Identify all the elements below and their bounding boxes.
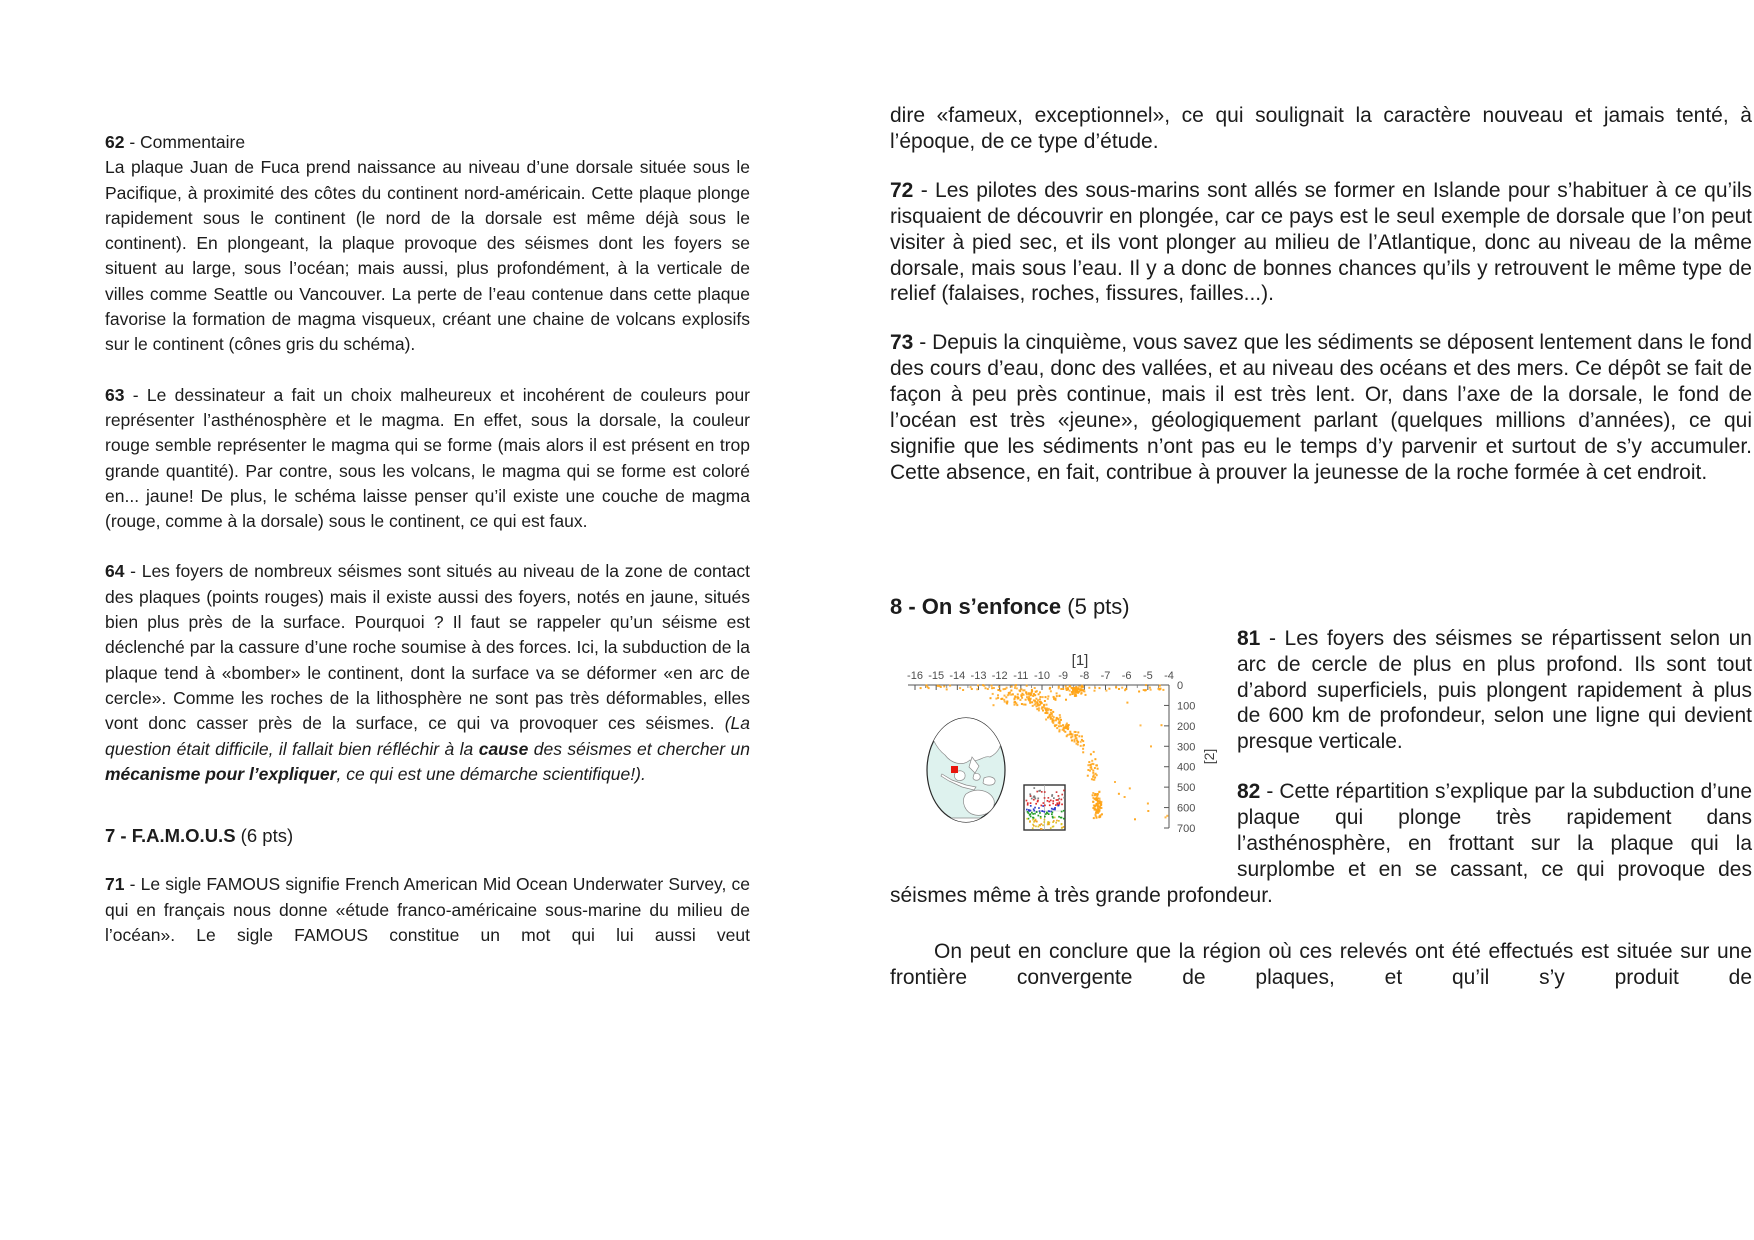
paragraph-number: 62 [105,132,125,152]
svg-text:-4: -4 [1164,669,1174,682]
svg-text:-13: -13 [970,669,987,682]
paragraph-81: 81 - Les foyers des séismes se répartissent selon un arc de cercle de plus en plus profond. Ils sont tout d’abord superficiels, puis plongent rapidement à plus de 600 km de profondeur, selon une ligne qui devient presque verticale. [1237,626,1752,754]
svg-text:-10: -10 [1034,669,1050,682]
paragraph-62: La plaque Juan de Fuca prend naissance au niveau d’une dorsale située sous le Pacifique, à proximité des côtes du continent nord-américain. Cette plaque plonge rapidement sous le continent (le nord de la dorsale est même déjà sous le continent). En plongeant, la plaque provoque des séismes dont les foyers se situent au large, sous l’océan; mais aussi, plus profondément, à la verticale de villes comme Seattle ou Vancouver. La perte de l’eau contenue dans cette plaque favorise la formation de magma visqueux, créant une chaine de volcans explosifs sur le continent (cônes gris du schéma). [105,157,750,355]
paragraph-71: 71 - Le sigle FAMOUS signifie French American Mid Ocean Underwater Survey, ce qui en français nous donne «étude franco-américaine sous-marine du milieu de l’océan». Le sigle FAMOUS constitue un mot qui lui aussi veut [105,874,750,946]
conclusion-paragraph: On peut en conclure que la région où ces relevés ont été effectués est située sur une frontière convergente de plaques, et qu’il s’y produit de [890,939,1752,989]
svg-text:600: 600 [1177,802,1196,815]
figure-text-wrap [890,626,1752,909]
svg-text:-9: -9 [1058,669,1069,682]
svg-text:300: 300 [1177,740,1196,753]
paragraph-71-continuation: dire «fameux, exceptionnel», ce qui soulignait la caractère nouveau et jamais tenté, à l’époque, de ce type d’étude. [890,104,1752,153]
svg-text:[2]: [2] [1201,748,1217,764]
paragraph-number: 73 [890,331,914,355]
section-8-heading: 8 - On s’enfonce (5 pts) [890,593,1130,619]
svg-text:-15: -15 [928,669,945,682]
svg-text:-14: -14 [949,669,966,682]
svg-text:700: 700 [1177,822,1196,835]
seismic-depth-figure [890,626,1222,858]
map-inset [1024,785,1065,830]
paragraph-72: 72 - Les pilotes des sous-marins sont allés se former en Islande pour s’habituer à ce qu’ils risquaient de découvrir en plongée, car ce pays est le seul exemple de dorsale que l’on peut visiter à pied sec, et ils vont plonger au milieu de l’Atlantique, donc au niveau de la même dorsale, mais sous l’eau. Il y a donc de bonnes chances qu’ils y retrouvent le même type de relief (falaises, roches, fissures, failles...). [890,178,1752,306]
paragraph-number: 82 [1237,780,1261,804]
paragraph-63: 63 - Le dessinateur a fait un choix malheureux et incohérent de couleurs pour représenter l’asthénosphère et le magma. En effet, sous la dorsale, la couleur rouge semble représenter le magma qui se forme (mais alors il est présent en trop grande quantité). Par contre, sous les volcans, le magma qui se forme est coloré en... jaune! De plus, le schéma laisse penser qu’il existe une couche de magma (rouge, comme à la dorsale) sous le continent, ce qui est faux. [105,384,750,532]
svg-text:-8: -8 [1079,669,1090,682]
svg-text:200: 200 [1177,720,1196,733]
right-column [890,103,1752,991]
svg-text:100: 100 [1177,700,1196,713]
paragraph-62-heading: 62 - Commentaire [105,132,246,152]
svg-text:0: 0 [1177,679,1184,692]
svg-text:-6: -6 [1121,669,1132,682]
paragraph-number: 71 [105,874,125,895]
svg-text:-7: -7 [1100,669,1111,682]
paragraph-number: 81 [1237,626,1261,650]
paragraph-73: 73 - Depuis la cinquième, vous savez que les sédiments se déposent lentement dans le fond des cours d’eau, donc des vallées, et au niveau des océans et des mers. Ce dépôt se fait de façon à peu près continue, mais il est très lent. Or, dans l’axe de la dorsale, le fond de l’océan est très «jeune», géologiquement parlant (quelques millions d’années), ce qui signifie que les sédiments n’ont pas eu le temps d’y parvenir et surtout de s’y accumuler. Cette absence, en fait, contribue à prouver la jeunesse de la roche formée à cet endroit. [890,331,1752,484]
paragraph-number: 63 [105,384,125,405]
svg-text:-16: -16 [907,669,923,682]
paragraph-number: 64 [105,561,125,582]
svg-text:-12: -12 [991,669,1008,682]
svg-text:400: 400 [1177,761,1196,774]
section-7-heading: 7 - F.A.M.O.U.S (6 pts) [105,825,294,847]
paragraph-number: 72 [890,178,914,202]
globe-land-sulawesi [973,773,980,780]
globe-land-newguinea [983,776,995,784]
svg-text:-5: -5 [1142,669,1153,682]
paragraph-64: 64 - Les foyers de nombreux séismes sont situés au niveau de la zone de contact des plaques (points rouges) mais il existe aussi des foyers, notés en jaune, situés bien plus près de la surface. Pourquoi ? Il faut se rappeler qu’un séisme est déclenché par la cassure d’une roche soumise à des forces. Ici, la subduction de la plaque tend à «bomber» le continent, dont la surface va se déformer «en arc de cercle». Comme les roches de la lithosphère ne sont pas très déformables, elles vont donc casser près de la surface, ce qui va provoquer ces séismes. (La question était difficile, il fallait bien réfléchir à la cause des séismes et chercher un mécanisme pour l’expliquer, ce qui est une démarche scientifique!). [105,561,750,784]
svg-text:500: 500 [1177,781,1196,794]
svg-text:[1]: [1] [1071,651,1089,669]
globe-inset-icon [927,714,1005,825]
paragraph-82: 82 - Cette répartition s’explique par la subduction d’une plaque qui plonge très rapidement dans l’asthénosphère, en frottant sur la plaque qui la surplombe et en se cassant, ce qui provoque des séismes même à très grande profondeur. [890,780,1752,907]
left-column [105,130,750,948]
svg-text:-11: -11 [1013,669,1029,682]
globe-location-marker [951,766,958,773]
